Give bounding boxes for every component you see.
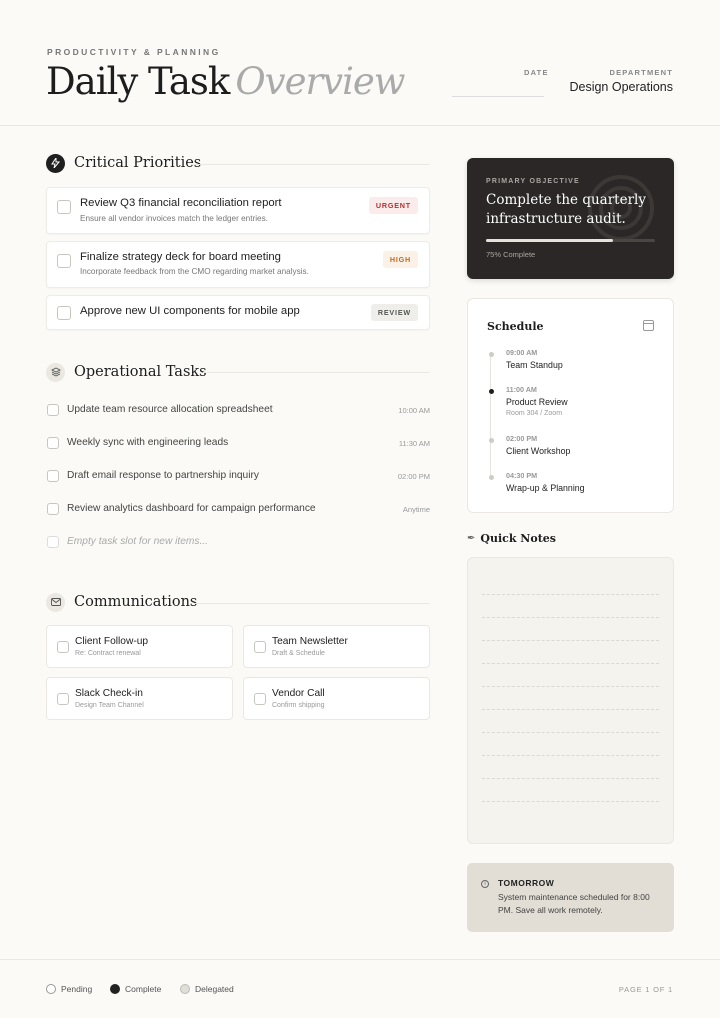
mail-icon [46, 593, 65, 612]
task-checkbox[interactable] [47, 470, 59, 482]
task-title: Approve new UI components for mobile app [80, 305, 300, 317]
task-time: 11:30 AM [398, 439, 430, 448]
calendar-icon[interactable] [643, 320, 654, 331]
task-checkbox[interactable] [254, 641, 266, 653]
layers-icon [46, 363, 65, 382]
objective-label: PRIMARY OBJECTIVE [486, 178, 580, 185]
task-subtitle: Incorporate feedback from the CMO regarding market analysis. [80, 267, 309, 276]
task-text: Review analytics dashboard for campaign performance [67, 503, 316, 514]
priority-badge: URGENT [369, 197, 418, 214]
task-placeholder[interactable]: Empty task slot for new items... [67, 536, 208, 547]
task-row[interactable] [46, 500, 430, 520]
task-subtitle: Ensure all vendor invoices match the ledger entries. [80, 214, 268, 223]
event-time: 09:00 AM [506, 348, 538, 357]
operational-tasks-heading [46, 362, 207, 382]
objective-progress-bar [486, 239, 655, 242]
comm-title: Team Newsletter [272, 636, 348, 647]
task-checkbox[interactable] [57, 641, 69, 653]
section-title: Communications [74, 594, 198, 610]
task-checkbox[interactable] [47, 437, 59, 449]
department-value: Design Operations [569, 80, 673, 94]
title-accent: Overview [235, 60, 405, 103]
note-line [482, 617, 659, 618]
legend-delegated: Delegated [180, 984, 234, 994]
tag-icon: ✒ [467, 533, 476, 544]
task-checkbox[interactable] [254, 693, 266, 705]
comm-subtitle: Design Team Channel [75, 702, 144, 709]
priority-card[interactable] [46, 295, 430, 330]
critical-priorities-heading [46, 153, 201, 173]
task-row[interactable] [46, 467, 430, 487]
empty-task-row[interactable] [46, 533, 430, 553]
lightning-icon [46, 154, 65, 173]
task-text: Update team resource allocation spreadsheet [67, 404, 273, 415]
comm-subtitle: Confirm shipping [272, 702, 325, 709]
comm-subtitle: Re: Contract renewal [75, 650, 141, 657]
priority-badge: HIGH [383, 251, 418, 268]
task-row[interactable] [46, 434, 430, 454]
page-title [46, 60, 404, 104]
tomorrow-notice [467, 863, 674, 932]
info-icon: i [481, 880, 489, 888]
pending-indicator-icon [46, 984, 56, 994]
note-line [482, 709, 659, 710]
task-row[interactable] [46, 401, 430, 421]
task-time: 10:00 AM [398, 406, 430, 415]
communication-card[interactable] [243, 677, 430, 720]
note-line [482, 640, 659, 641]
page-footer [0, 959, 720, 1018]
tomorrow-text: System maintenance scheduled for 8:00 PM. Save all work remotely. [498, 892, 650, 915]
note-line [482, 801, 659, 802]
communication-card[interactable] [46, 677, 233, 720]
comm-subtitle: Draft & Schedule [272, 650, 325, 657]
task-checkbox[interactable] [57, 693, 69, 705]
priority-card[interactable] [46, 187, 430, 234]
task-checkbox[interactable] [47, 503, 59, 515]
communication-card[interactable] [46, 625, 233, 668]
task-time: 02:00 PM [397, 472, 430, 481]
date-label: DATE [524, 68, 549, 77]
event-name: Client Workshop [506, 446, 571, 456]
comm-title: Vendor Call [272, 688, 325, 699]
progress-fill [486, 239, 613, 242]
event-time: 11:00 AM [506, 385, 537, 394]
comm-title: Client Follow-up [75, 636, 149, 647]
delegated-indicator-icon [180, 984, 190, 994]
communication-card[interactable] [243, 625, 430, 668]
department-label: DEPARTMENT [609, 68, 673, 77]
quick-notes-area[interactable] [467, 557, 674, 844]
event-time: 04:30 PM [506, 471, 538, 480]
note-line [482, 778, 659, 779]
task-title: Review Q3 financial reconciliation report [80, 197, 282, 209]
task-checkbox[interactable] [47, 536, 59, 548]
date-field[interactable] [452, 96, 544, 97]
primary-objective-card [467, 158, 674, 279]
timeline-dot [489, 475, 494, 480]
page-number: PAGE 1 OF 1 [618, 985, 673, 994]
note-line [482, 732, 659, 733]
schedule-card [467, 298, 674, 513]
timeline-dot [489, 389, 494, 394]
task-checkbox[interactable] [57, 200, 71, 214]
task-text: Weekly sync with engineering leads [67, 437, 229, 448]
timeline-dot [489, 438, 494, 443]
legend-complete: Complete [110, 984, 161, 994]
event-time: 02:00 PM [506, 434, 538, 443]
header-eyebrow: PRODUCTIVITY & PLANNING [47, 47, 221, 57]
event-name: Wrap-up & Planning [506, 483, 585, 493]
notes-title: Quick Notes [480, 532, 556, 545]
note-line [482, 755, 659, 756]
title-main: Daily Task [46, 60, 230, 103]
communications-heading [46, 592, 197, 612]
task-checkbox[interactable] [57, 306, 71, 320]
note-line [482, 686, 659, 687]
task-time: Anytime [402, 505, 430, 514]
priority-card[interactable] [46, 241, 430, 288]
task-checkbox[interactable] [47, 404, 59, 416]
event-location: Room 304 / Zoom [506, 410, 563, 417]
timeline-line [490, 352, 491, 478]
quick-notes-heading [467, 532, 556, 545]
divider [203, 372, 430, 373]
progress-text: 75% Complete [486, 250, 536, 259]
schedule-title: Schedule [487, 320, 544, 333]
event-name: Product Review [506, 397, 568, 407]
legend-pending: Pending [46, 984, 92, 994]
note-line [482, 663, 659, 664]
section-title: Critical Priorities [74, 155, 202, 171]
timeline-dot [489, 352, 494, 357]
tomorrow-title: TOMORROW [498, 878, 555, 888]
objective-text: Complete the quarterly infrastructure audit. [486, 192, 646, 227]
page-header [0, 0, 720, 126]
section-title: Operational Tasks [74, 364, 207, 380]
comm-title: Slack Check-in [75, 688, 143, 699]
divider [194, 603, 430, 604]
event-name: Team Standup [506, 360, 563, 370]
divider [192, 164, 430, 165]
task-checkbox[interactable] [57, 254, 71, 268]
task-title: Finalize strategy deck for board meeting [80, 251, 281, 263]
note-line [482, 594, 659, 595]
priority-badge: REVIEW [371, 304, 418, 321]
task-text: Draft email response to partnership inquiry [67, 470, 259, 481]
complete-indicator-icon [110, 984, 120, 994]
